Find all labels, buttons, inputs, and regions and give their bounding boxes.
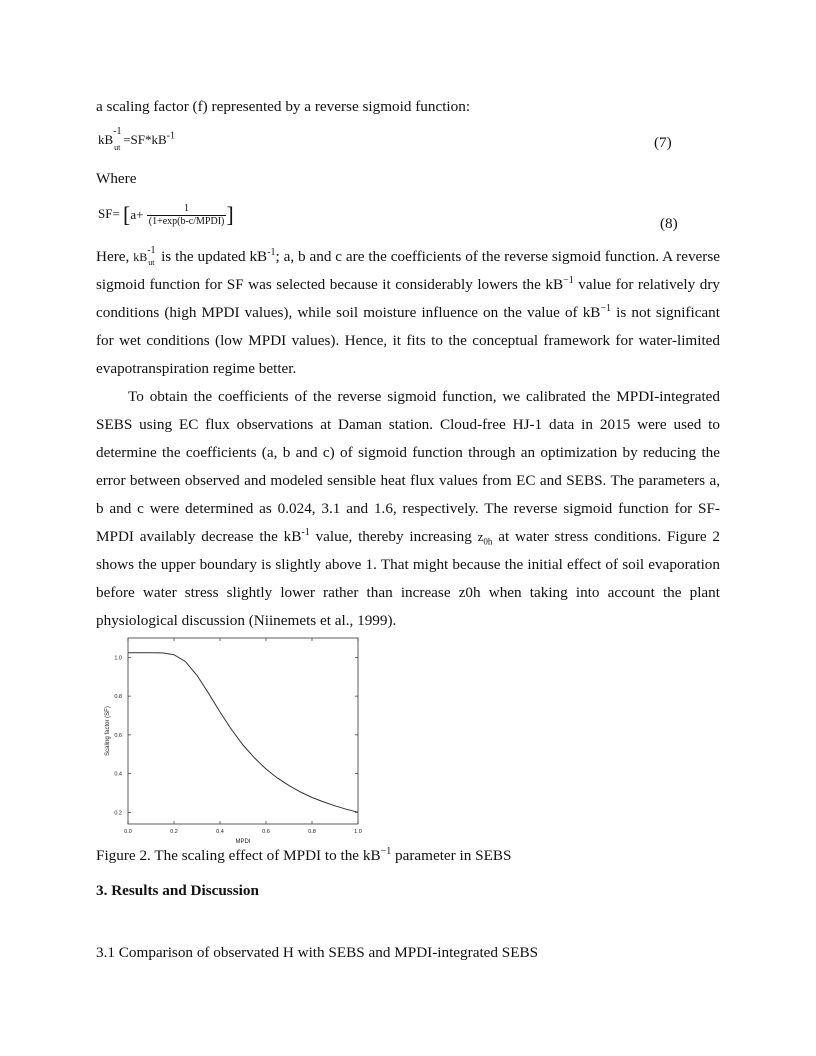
eq8-prefix: SF= — [98, 205, 120, 221]
equation-7-number: (7) — [654, 134, 672, 151]
sf-mpdi-chart — [92, 632, 372, 846]
y-tick-label: 0.2 — [114, 810, 122, 817]
eq8-close-bracket: ] — [226, 202, 234, 227]
plot-frame — [128, 638, 358, 824]
x-tick-label: 0.4 — [216, 829, 224, 835]
eq8-a-plus: a+ — [130, 207, 144, 222]
eq7-rhs: =SF*kB — [123, 132, 167, 147]
y-tick-label: 0.8 — [114, 694, 122, 701]
eq8-open-bracket: [ — [123, 202, 131, 227]
equation-7: kB -1 ut $=SF*kB^{-1}$ — [98, 126, 175, 152]
eq8-fraction — [147, 203, 227, 228]
subsection-heading: 3.1 Comparison of observated H with SEBS and MPDI-integrated SEBS — [96, 944, 539, 961]
x-tick-label: 0.8 — [308, 829, 316, 835]
eq8-numerator: 1 — [147, 203, 227, 216]
eq8-denominator: (1+exp(b-c/MPDI) — [148, 215, 225, 227]
x-tick-label: 0.0 — [124, 829, 132, 835]
where-label: Where — [96, 170, 137, 187]
figure-caption: Figure 2. The scaling effect of MPDI to the $kB^{-1}$ parameter in SEBS — [96, 845, 512, 864]
section-heading: 3. Results and Discussion — [96, 882, 259, 899]
x-tick-label: 0.2 — [170, 829, 178, 835]
y-tick-label: 0.6 — [114, 732, 122, 739]
intro-line: a scaling factor (f) represented by a reverse sigmoid function: — [96, 98, 471, 115]
equation-8 — [98, 202, 234, 228]
x-axis-label: MPDI — [235, 839, 251, 845]
y-tick-label: 1.0 — [114, 655, 122, 662]
eq7-rhs-sup: -1 — [166, 130, 175, 142]
eq7-lhs-base: kB — [98, 132, 114, 147]
paragraph-1: Here, kB -1 ut is the updated $kB^{-1}$; a, b and c are the coefficients of the reverse sigmoid function. A reverse sigmoid function for SF was selected because it considerably lowers the $kB^{-1}$ value for relatively dry conditions (high MPDI values), while soil moisture influence on the value of $kB^{-1}$ is not significant for wet conditions (low MPDI values). Hence, it fits to the conceptual framework for water-limited evapotranspiration regime better. — [96, 245, 720, 377]
z0h-symbol: $z_{0h}$ — [477, 529, 493, 547]
paragraph-2: To obtain the coefficients of the reverse sigmoid function, we calibrated the MPDI-integrated SEBS using EC flux observations at Daman station. Cloud-free HJ-1 data in 2015 were used to determine the coefficients (a, b and c) of sigmoid function through an optimization by reducing the error between observed and modeled sensible heat flux values from EC and SEBS. The parameters a, b and c were determined as 0.024, 3.1 and 1.6, respectively. The reverse sigmoid function for SF-MPDI availably decrease the $kB^{-1}$ value, thereby increasing $z_{0h}$ at water stress conditions. Figure 2 shows the upper boundary is slightly above 1. That might because the initial effect of soil evaporation before water stress slightly lower rather than increase z0h when taking into account the plant physiological discussion (Niinemets et al., 1999). — [96, 388, 721, 629]
x-tick-label: 1.0 — [354, 829, 362, 835]
y-axis-label: Scaling factor (SF) — [105, 706, 111, 756]
equation-8-number: (8) — [660, 215, 678, 232]
y-tick-label: 0.4 — [114, 771, 122, 778]
kb-ut-symbol: kB -1 ut — [133, 245, 156, 267]
x-tick-label: 0.6 — [262, 829, 270, 835]
sf-curve — [128, 653, 358, 813]
